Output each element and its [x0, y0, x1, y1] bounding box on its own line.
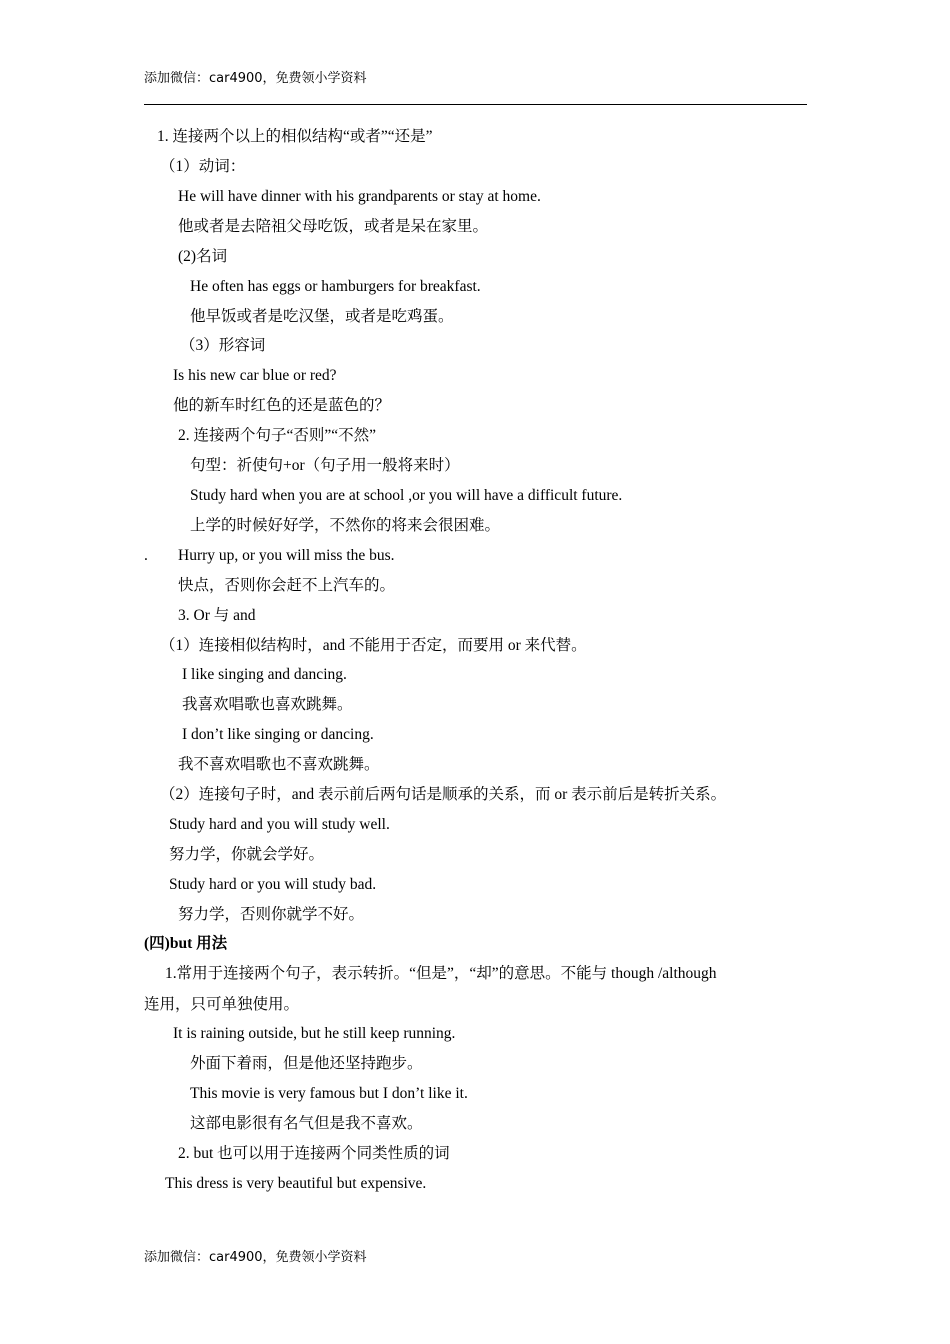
text-line: 2. 连接两个句子“否则”“不然”: [178, 427, 377, 444]
text-line: 句型：祈使句+or（句子用一般将来时）: [190, 457, 460, 474]
text-line: This movie is very famous but I don’t like it.: [190, 1085, 468, 1102]
text-line: He often has eggs or hamburgers for breakfast.: [190, 278, 481, 295]
text-line: .: [144, 547, 148, 564]
section-heading: (四)but 用法: [144, 935, 228, 952]
header-divider: [144, 104, 807, 105]
text-line: This dress is very beautiful but expensive.: [165, 1175, 427, 1192]
text-line: 1. 连接两个以上的相似结构“或者”“还是”: [157, 128, 433, 145]
text-line: Study hard and you will study well.: [169, 816, 390, 833]
text-line: 努力学，你就会学好。: [169, 846, 325, 863]
text-line: Study hard when you are at school ,or you will have a difficult future.: [190, 487, 623, 504]
text-line: 外面下着雨，但是他还坚持跑步。: [190, 1055, 423, 1072]
text-line: I don’t like singing or dancing.: [182, 726, 374, 743]
text-line: 他的新车时红色的还是蓝色的？: [173, 397, 391, 414]
text-line: I like singing and dancing.: [182, 666, 347, 683]
text-line: 我喜欢唱歌也喜欢跳舞。: [182, 696, 353, 713]
text-line: 他或者是去陪祖父母吃饭，或者是呆在家里。: [178, 218, 489, 235]
text-line: 上学的时候好好学，不然你的将来会很困难。: [190, 517, 501, 534]
text-line: 1.常用于连接两个句子，表示转折。“但是”，“却”的意思。不能与 though /although: [165, 965, 717, 982]
text-line: （1）动词：: [160, 158, 246, 175]
text-line: 3. Or 与 and: [178, 607, 256, 624]
page-footer: 添加微信：car4900，免费领小学资料: [144, 1250, 367, 1265]
text-line: 他早饭或者是吃汉堡，或者是吃鸡蛋。: [190, 308, 454, 325]
text-line: （1）连接相似结构时，and 不能用于否定，而要用 or 来代替。: [160, 637, 587, 654]
text-line: It is raining outside, but he still keep running.: [173, 1025, 456, 1042]
text-line: （2）连接句子时，and 表示前后两句话是顺承的关系，而 or 表示前后是转折关系。: [160, 786, 727, 803]
text-line: Hurry up, or you will miss the bus.: [178, 547, 395, 564]
text-line: 努力学，否则你就学不好。: [178, 906, 365, 923]
text-line: （3）形容词: [180, 337, 266, 354]
text-line: 我不喜欢唱歌也不喜欢跳舞。: [178, 756, 380, 773]
text-line: Study hard or you will study bad.: [169, 876, 377, 893]
text-line: (2)名词: [178, 248, 228, 265]
text-line: He will have dinner with his grandparents or stay at home.: [178, 188, 541, 205]
text-line: 2. but 也可以用于连接两个同类性质的词: [178, 1145, 450, 1162]
text-line: 快点，否则你会赶不上汽车的。: [178, 577, 396, 594]
page-header: 添加微信：car4900，免费领小学资料: [144, 71, 367, 86]
text-line: 连用，只可单独使用。: [144, 996, 300, 1013]
text-line: Is his new car blue or red?: [173, 367, 337, 384]
text-line: 这部电影很有名气但是我不喜欢。: [190, 1115, 423, 1132]
